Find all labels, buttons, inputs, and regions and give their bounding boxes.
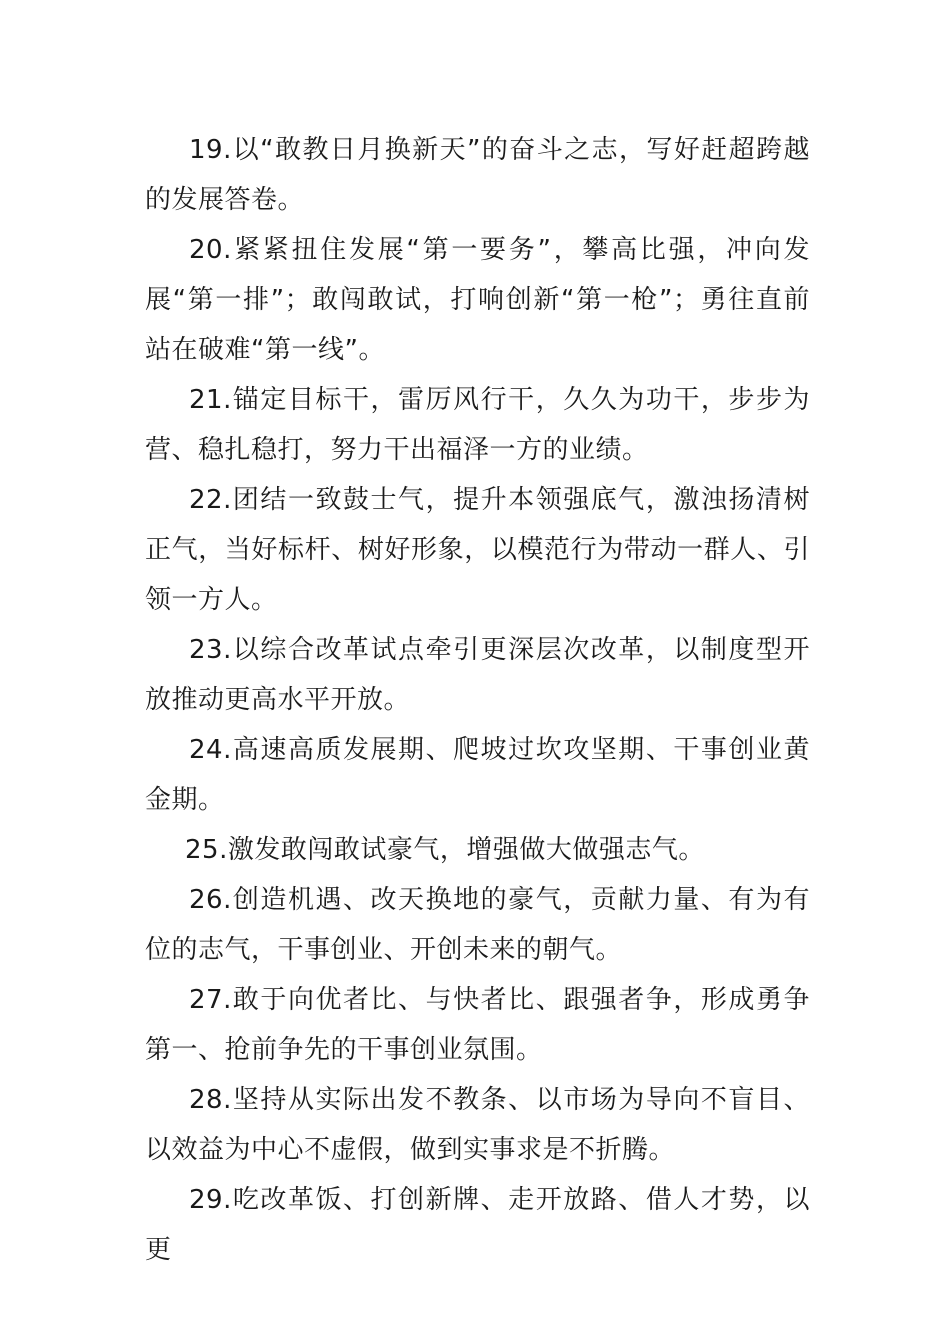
paragraph-25: 25.激发敢闯敢试豪气，增强做大做强志气。 [185,835,705,865]
paragraph-21: 21.锚定目标干，雷厉风行干，久久为功干，步步为营、稳扎稳打，努力干出福泽一方的业绩。 [145,385,810,465]
paragraph-22: 22.团结一致鼓士气，提升本领强底气，激浊扬清树正气，当好标杆、树好形象，以模范行为带动一群人、引领一方人。 [145,485,810,615]
paragraph-29: 29.吃改革饭、打创新牌、走开放路、借人才势，以更 [145,1185,810,1265]
paragraph-20: 20.紧紧扭住发展“第一要务”，攀高比强，冲向发展“第一排”；敢闯敢试，打响创新“第一枪”；勇往直前站在破难“第一线”。 [145,235,810,365]
paragraph-26: 26.创造机遇、改天换地的豪气，贡献力量、有为有位的志气，干事创业、开创未来的朝气。 [145,885,810,965]
document-body [145,125,810,1275]
paragraph-28: 28.坚持从实际出发不教条、以市场为导向不盲目、以效益为中心不虚假，做到实事求是不折腾。 [145,1085,810,1165]
paragraph-24: 24.高速高质发展期、爬坡过坎攻坚期、干事创业黄金期。 [145,735,810,815]
paragraph-19: 19.以“敢教日月换新天”的奋斗之志，写好赶超跨越的发展答卷。 [145,135,810,215]
paragraph-27: 27.敢于向优者比、与快者比、跟强者争，形成勇争第一、抢前争先的干事创业氛围。 [145,985,810,1065]
paragraph-23: 23.以综合改革试点牵引更深层次改革，以制度型开放推动更高水平开放。 [145,635,810,715]
